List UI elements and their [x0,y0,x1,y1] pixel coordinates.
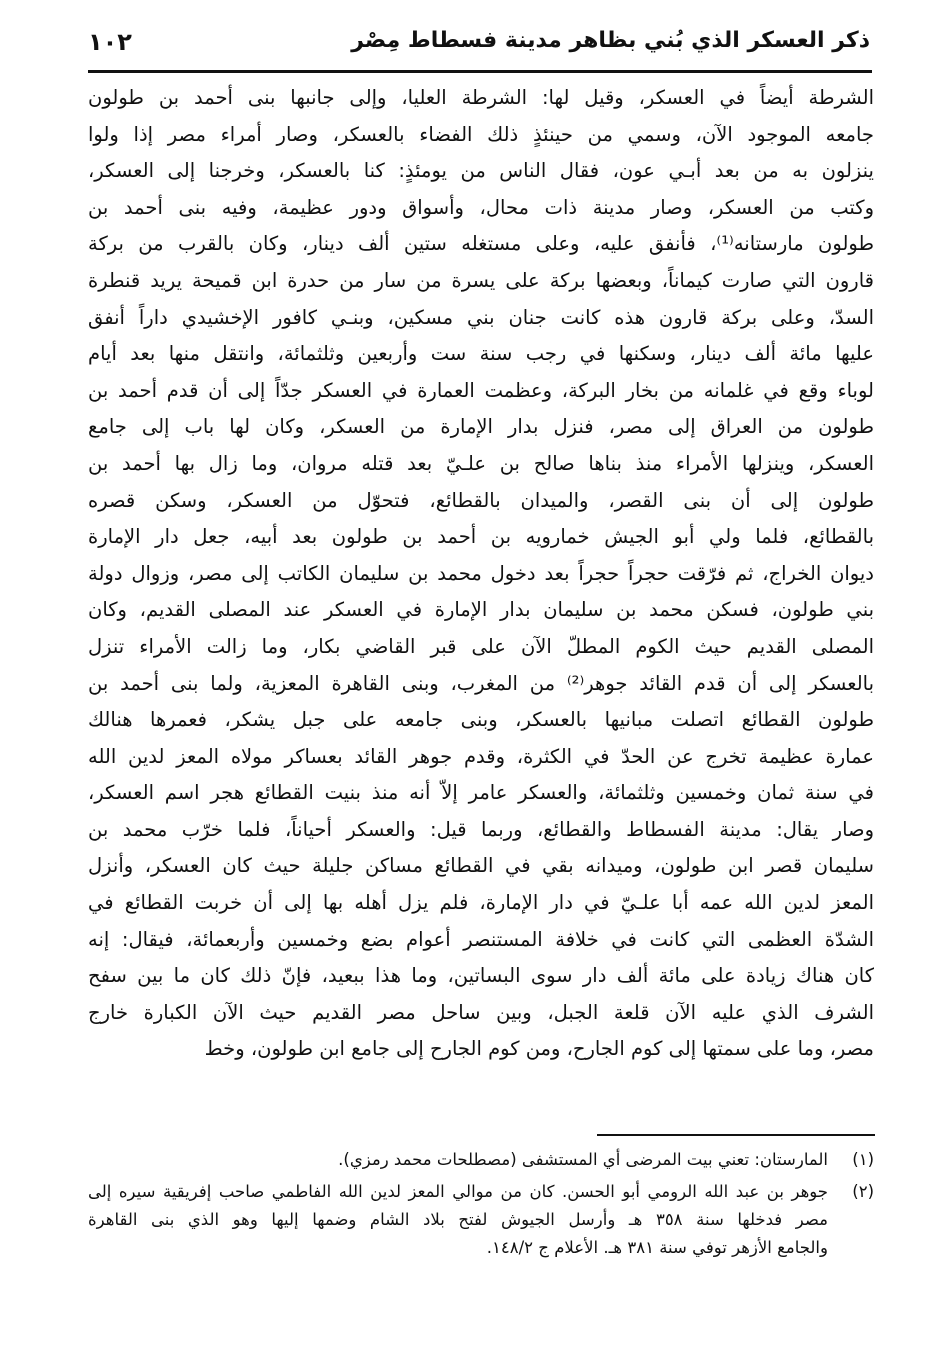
text-line: في سنة ثمان وخمسين وثلثمائة، والعسكر عامر إلاّ أنه منذ بنيت القطائع هجر اسم العسكر، [88,781,874,805]
text-line: كان هناك زيادة على مائة ألف دار سوى البساتين، وما هذا ببعيد، فإنّ ذلك كان ما بين سفح [88,964,874,988]
text-line: طولون إلى أن بنى القصر، والميدان بالقطائع، فتحوّل من العسكر، وسكن قصره [88,488,874,512]
footnotes [88,1146,874,1262]
text-line: العسكر، وينزلها الأمراء منذ بناها صالح بن علـيّ بعد قتله مروان، وما زال بها أحمد بن [88,451,874,475]
running-title: ذكر العسكر الذي بُني بظاهر مدينة فسطاط مِصْر [351,28,870,53]
text-line: المصلى القديم حيث الكوم المطلّ الآن على قبر القاضي بكار، وما زالت الأمراء تنزل [88,634,874,658]
text-line: الشرف الذي عليه الآن قلعة الجبل، وبين ساحل مصر القديم حيث الآن الكبارة خارج [88,1000,874,1024]
text-line: طولون القطائع اتصلت مبانيها بالعسكر، وبنى جامعه على جبل يشكر، فعمرها هنالك [88,708,874,732]
text-line: عمارة عظيمة تخرج عن الحدّ في الكثرة، وقدم جوهر القائد بعساكر مولاه المعز لدين الله [88,744,874,768]
text-line: وصار يقال: مدينة الفسطاط والقطائع، وربما قيل: والعسكر أحياناً، فلما خرّب محمد بن [88,817,874,841]
text-line: ديوان الخراج، ثم فرّقت حجراً حجراً بعد دخول محمد بن سليمان الكاتب إلى مصر، وزوال دولة [88,561,874,585]
footnote-divider [597,1134,875,1136]
main-text [88,80,874,1068]
text-line: بالعسكر إلى أن قدم القائد جوهر⁽²⁾ من المغرب، وبنى القاهرة المعزية، ولما بنى أحمد بن [88,671,874,695]
text-line: الشرطة أيضاً في العسكر، وقيل لها: الشرطة العليا، وإلى جانبها بنى أحمد بن طولون [88,86,874,109]
footnote-line: مصر فدخلها سنة ٣٥٨ هـ وأرسل الجيوش لفتح بلاد الشام وضمها إليها وهو الذي بنى القاهرة [88,1210,828,1229]
text-line: لوباء وقع في غلمانه من بخار البركة، وعظمت العمارة في العسكر جدّاً إلى أن قدم أحمد بن [88,378,874,402]
text-line: جامعه الموجود الآن، وسمي من حينئذٍ ذلك الفضاء بالعسكر، وصار أمراء مصر إذا ولوا [88,122,874,146]
footnote-line: جوهر بن عبد الله الرومي أبو الحسن. كان من موالي المعز لدين الله الفاطمي صاحب إفريقية سيره إلى [88,1182,828,1201]
footnote-number: (٢) [852,1182,874,1201]
text-line: بالقطائع، فلما ولي أبو الجيش خمارويه بن أحمد بن طولون بعد أبيه، جعل دار الإمارة [88,525,874,549]
text-line: ينزلون به من بعد أبـي عون، فقال الناس من يومئذٍ: كنا بالعسكر، وخرجنا إلى العسكر، [88,159,874,183]
text-line: السدّ، وعلى بركة قارون هذه كانت جنان بني مسكين، وبنـي كافور الإخشيدي داراً أنفق [88,305,874,329]
text-line: الشدّة العظمى التي كانت في خلافة المستنصر أعوام بضع وخمسين وأربعمائة، فيقال: إنه [88,927,874,951]
text-line: عليها مائة ألف دينار، وسكنها في رجب سنة ست وأربعين وثلثمائة، وانتقل منها بعد أيام [88,342,874,366]
footnote-line: المارستان: تعني بيت المرضى أي المستشفى (مصطلحات محمد رمزي). [338,1150,828,1169]
footnote-number: (١) [852,1150,874,1169]
text-line: بني طولون، فسكن محمد بن سليمان بدار الإمارة في العسكر عند المصلى القديم، وكان [88,598,874,622]
text-line: مصر، وما على سمتها إلى كوم الجارح، ومن كوم الجارح إلى جامع ابن طولون، وخط [204,1037,874,1061]
text-line: المعز لدين الله عمه أبا علـيّ في دار الإمارة، فلم يزل أهله بها إلى أن خربت القطائع في [88,891,874,915]
footnote-2 [88,1178,874,1262]
footnote-line: والجامع الأزهر توفي سنة ٣٨١ هـ. الأعلام ج ١٤٨/٢. [486,1238,828,1257]
text-line: طولون من العراق إلى مصر، فنزل بدار الإمارة من العسكر، وكان لها باب إلى جامع [88,415,874,439]
page-number: ١٠٢ [88,28,132,56]
header-divider [88,70,872,73]
text-line: طولون مارستانه⁽¹⁾، فأنفق عليه، وعلى مستغله ستين ألف دينار، وكان بالقرب من بركة [88,232,874,256]
text-line: قارون التي صارت كيماناً، وبعضها بركة على يسرة من سار من حدرة ابن قميحة يريد قنطرة [88,268,874,292]
text-line: سليمان قصر ابن طولون، وميدانه بقي في القطائع مساكن جليلة حيث كان العسكر، وأنزل [88,854,874,878]
page-header [88,26,870,66]
text-line: وكتب من العسكر، وصار مدينة ذات محال، وأسواق ودور عظيمة، وفيه بنى أحمد بن [88,195,874,219]
footnote-1 [88,1146,874,1174]
